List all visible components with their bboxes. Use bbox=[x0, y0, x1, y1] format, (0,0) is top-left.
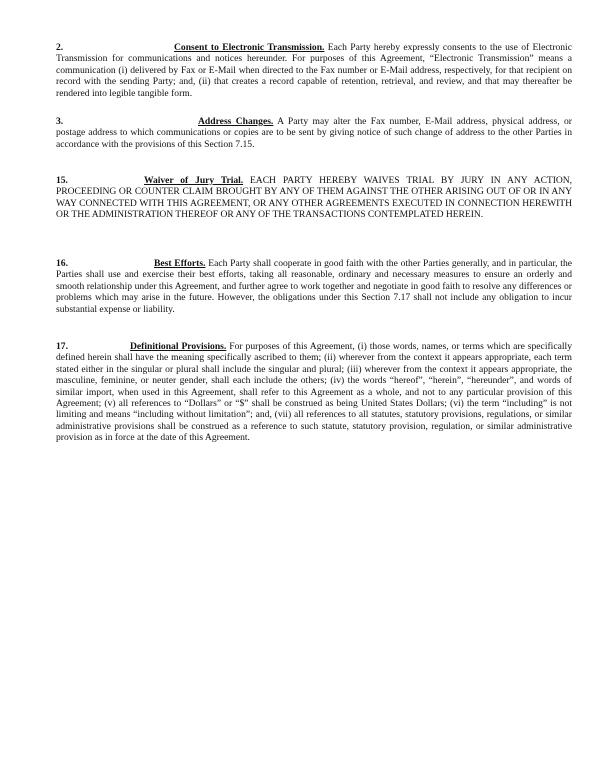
section-body: Each Party shall cooperate in good faith with the other Parties generally, and in particular, the Parties shall use and exercise their best efforts, taking all reasonable, ordinary and necessary measures to ensure an orderly and smooth relationship under this Agreement, and further agree to work together and negotiate in good faith to resolve any differences or problems which may arise in the future. However, the obligations under this Section 7.17 shall not include any obligation to incur substantial expense or liability. bbox=[56, 258, 573, 315]
section-number: 17. bbox=[56, 341, 68, 352]
section-number: 3. bbox=[56, 116, 64, 127]
section-body: A Party may alter the Fax number, E-Mail address, physical address, or postage address to which communications or copies are to be sent by giving notice of such change of address to the other Parties in accordance with the provisions of this Section 7.15. bbox=[56, 116, 572, 150]
section-number: 16. bbox=[56, 258, 68, 269]
section-2 bbox=[56, 42, 572, 99]
section-3 bbox=[56, 116, 572, 150]
section-number: 2. bbox=[56, 42, 64, 53]
section-heading: Address Changes. bbox=[198, 116, 274, 127]
section-heading: Consent to Electronic Transmission. bbox=[174, 42, 325, 53]
section-body: For purposes of this Agreement, (i) those words, names, or terms which are specifically defined herein shall have the meaning specifically ascribed to them; (ii) wherever from the context it appears appropriate, each term stated either in the singular or plural shall include the singular and plural; (iii) wherever from the context it appears appropriate, the masculine, feminine, or neuter gender, shall each include the others; (iv) the words “hereof”, “herein”, “hereunder”, and words of similar import, when used in this Agreement, shall refer to this Agreement as a whole, and not to any particular provision of this Agreement; (v) all references to “Dollars” or “$” shall be construed as being United States Dollars; (vi) the term “including” is not limiting and means “including without limitation”; and, (vii) all references to all statutes, statutory provisions, regulations, or similar administrative provisions shall be construed as a reference to such statute, statutory provision, regulation, or similar administrative provision as in force at the date of this Agreement. bbox=[56, 341, 572, 444]
section-body: EACH PARTY HEREBY WAIVES TRIAL BY JURY IN ANY ACTION, PROCEEDING OR COUNTER CLAIM BROUGHT BY ANY OF THEM AGAINST THE OTHER ARISING OUT OF OR IN ANY WAY CONNECTED WITH THIS AGREEMENT, OR ANY OTHER AGREEMENTS EXECUTED IN CONNECTION HEREWITH OR THE ADMINISTRATION THEREOF OR ANY OF THE TRANSACTIONS CONTEMPLATED HEREIN. bbox=[56, 175, 572, 221]
section-body: Each Party hereby expressly consents to the use of Electronic Transmission for communications and notices hereunder. For purposes of this Agreement, “Electronic Transmission” means a communication (i) delivered by Fax or E-Mail when directed to the Fax number or E-Mail address, respectively, for that recipient on record with the sending Party; and, (ii) that creates a record capable of retention, retrieval, and review, and that may thereafter be rendered into legible tangible form. bbox=[56, 42, 572, 99]
section-16 bbox=[56, 258, 572, 315]
section-heading: Definitional Provisions. bbox=[130, 341, 227, 352]
section-heading: Best Efforts. bbox=[154, 258, 206, 269]
section-15 bbox=[56, 175, 572, 221]
section-17 bbox=[56, 341, 572, 444]
section-number: 15. bbox=[56, 175, 68, 186]
section-heading: Waiver of Jury Trial. bbox=[144, 175, 244, 186]
